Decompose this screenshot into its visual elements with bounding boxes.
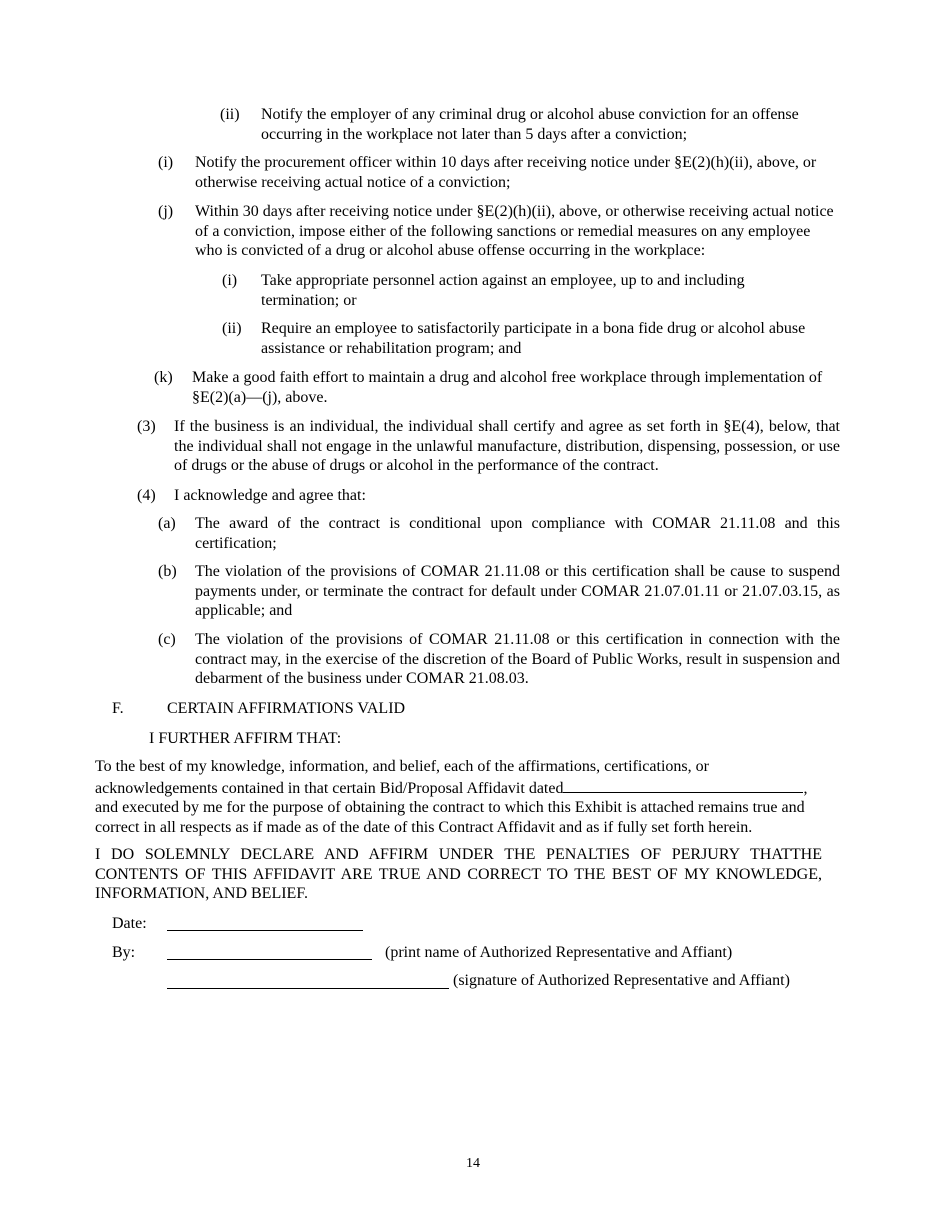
clause-label: (4) (137, 487, 156, 504)
clause-label: (ii) (222, 320, 242, 337)
clause-text: The award of the contract is conditional upon compliance with COMAR 21.11.08 and this certification; (195, 515, 840, 552)
further-affirm-text: I FURTHER AFFIRM THAT: (149, 730, 342, 747)
date-line[interactable] (167, 930, 363, 931)
affirmation-line-2-text: acknowledgements contained in that certain Bid/Proposal Affidavit dated (95, 779, 564, 797)
date-label: Date: (112, 915, 147, 932)
clause-text: Notify the employer of any criminal drug or alcohol abuse conviction for an offense occurring in the workplace not later than 5 days after a conviction; (261, 106, 799, 143)
clause-4-b (158, 562, 840, 621)
clause-label: (ii) (220, 106, 240, 123)
clause-k (154, 368, 840, 407)
section-f-heading: CERTAIN AFFIRMATIONS VALID (167, 700, 406, 717)
clause-label: (c) (158, 631, 176, 648)
clause-label: (i) (158, 154, 174, 171)
clause-text: The violation of the provisions of COMAR 21.11.08 or this certification in connection with the contract may, in the exercise of the discretion of the Board of Public Works, result in suspension and debarment of the business under COMAR 21.08.03. (195, 631, 840, 688)
by-label: By: (112, 944, 136, 961)
clause-i (158, 153, 840, 192)
clause-j-i (222, 271, 822, 310)
clause-text: Within 30 days after receiving notice under §E(2)(h)(ii), above, or otherwise receiving actual notice of a conviction, impose either of the following sanctions or remedial measures on any employee who is convicted of a drug or alcohol abuse offense occurring in the workplace: (195, 203, 834, 260)
clause-label: (k) (154, 369, 173, 386)
affidavit-date-blank[interactable] (563, 777, 803, 793)
clause-text: Require an employee to satisfactorily participate in a bona fide drug or alcohol abuse assistance or rehabilitation program; and (261, 320, 806, 357)
affirmation-line-1: To the best of my knowledge, information, and belief, each of the affirmations, certifications, or (95, 758, 709, 775)
affirmation-line-2 (95, 777, 840, 799)
clause-text: I acknowledge and agree that: (174, 487, 366, 504)
clause-text: If the business is an individual, the individual shall certify and agree as set forth in §E(4), below, that the individual shall not engage in the unlawful manufacture, distribution, dispensing, possession, or use of drugs or the abuse of drugs or alcohol in the performance of the contract. (174, 418, 840, 475)
clause-label: (i) (222, 272, 238, 289)
clause-4-a (158, 514, 840, 553)
clause-text: Make a good faith effort to maintain a drug and alcohol free workplace through implementation of §E(2)(a)—(j), above. (192, 369, 823, 406)
print-name-line[interactable] (167, 959, 372, 960)
clause-label: (j) (158, 203, 174, 220)
page-number: 14 (466, 1156, 480, 1171)
print-name-caption: (print name of Authorized Representative and Affiant) (385, 944, 733, 961)
signature-caption: (signature of Authorized Representative and Affiant) (453, 972, 790, 989)
clause-text: The violation of the provisions of COMAR 21.11.08 or this certification shall be cause to suspend payments under, or terminate the contract for default under COMAR 21.07.01.11 or 21.07.03.15, as applicable; and (195, 563, 840, 620)
clause-3 (137, 417, 840, 476)
signature-line[interactable] (167, 988, 449, 989)
clause-label: (3) (137, 418, 156, 435)
clause-text: Take appropriate personnel action against an employee, up to and including termination; or (261, 272, 745, 309)
section-f-label: F. (112, 700, 124, 717)
clause-j-ii (222, 319, 822, 358)
affirmation-paragraph (95, 757, 840, 837)
affirmation-rest: and executed by me for the purpose of obtaining the contract to which this Exhibit is attached remains true and correct in all respects as if made as of the date of this Contract Affidavit and as if fully set forth herein. (95, 799, 805, 836)
clause-4-c (158, 630, 840, 689)
clause-j (158, 202, 840, 261)
affirmation-comma: , (803, 779, 808, 797)
clause-label: (a) (158, 515, 176, 532)
clause-h-ii (220, 105, 840, 144)
clause-text: Notify the procurement officer within 10 days after receiving notice under §E(2)(h)(ii), above, or otherwise receiving actual notice of a conviction; (195, 154, 817, 191)
clause-4 (137, 486, 840, 506)
declaration-paragraph: I DO SOLEMNLY DECLARE AND AFFIRM UNDER THE PENALTIES OF PERJURY THATTHE CONTENTS OF THIS AFFIDAVIT ARE TRUE AND CORRECT TO THE BEST OF MY KNOWLEDGE, INFORMATION, AND BELIEF. (95, 846, 822, 903)
clause-label: (b) (158, 563, 177, 580)
